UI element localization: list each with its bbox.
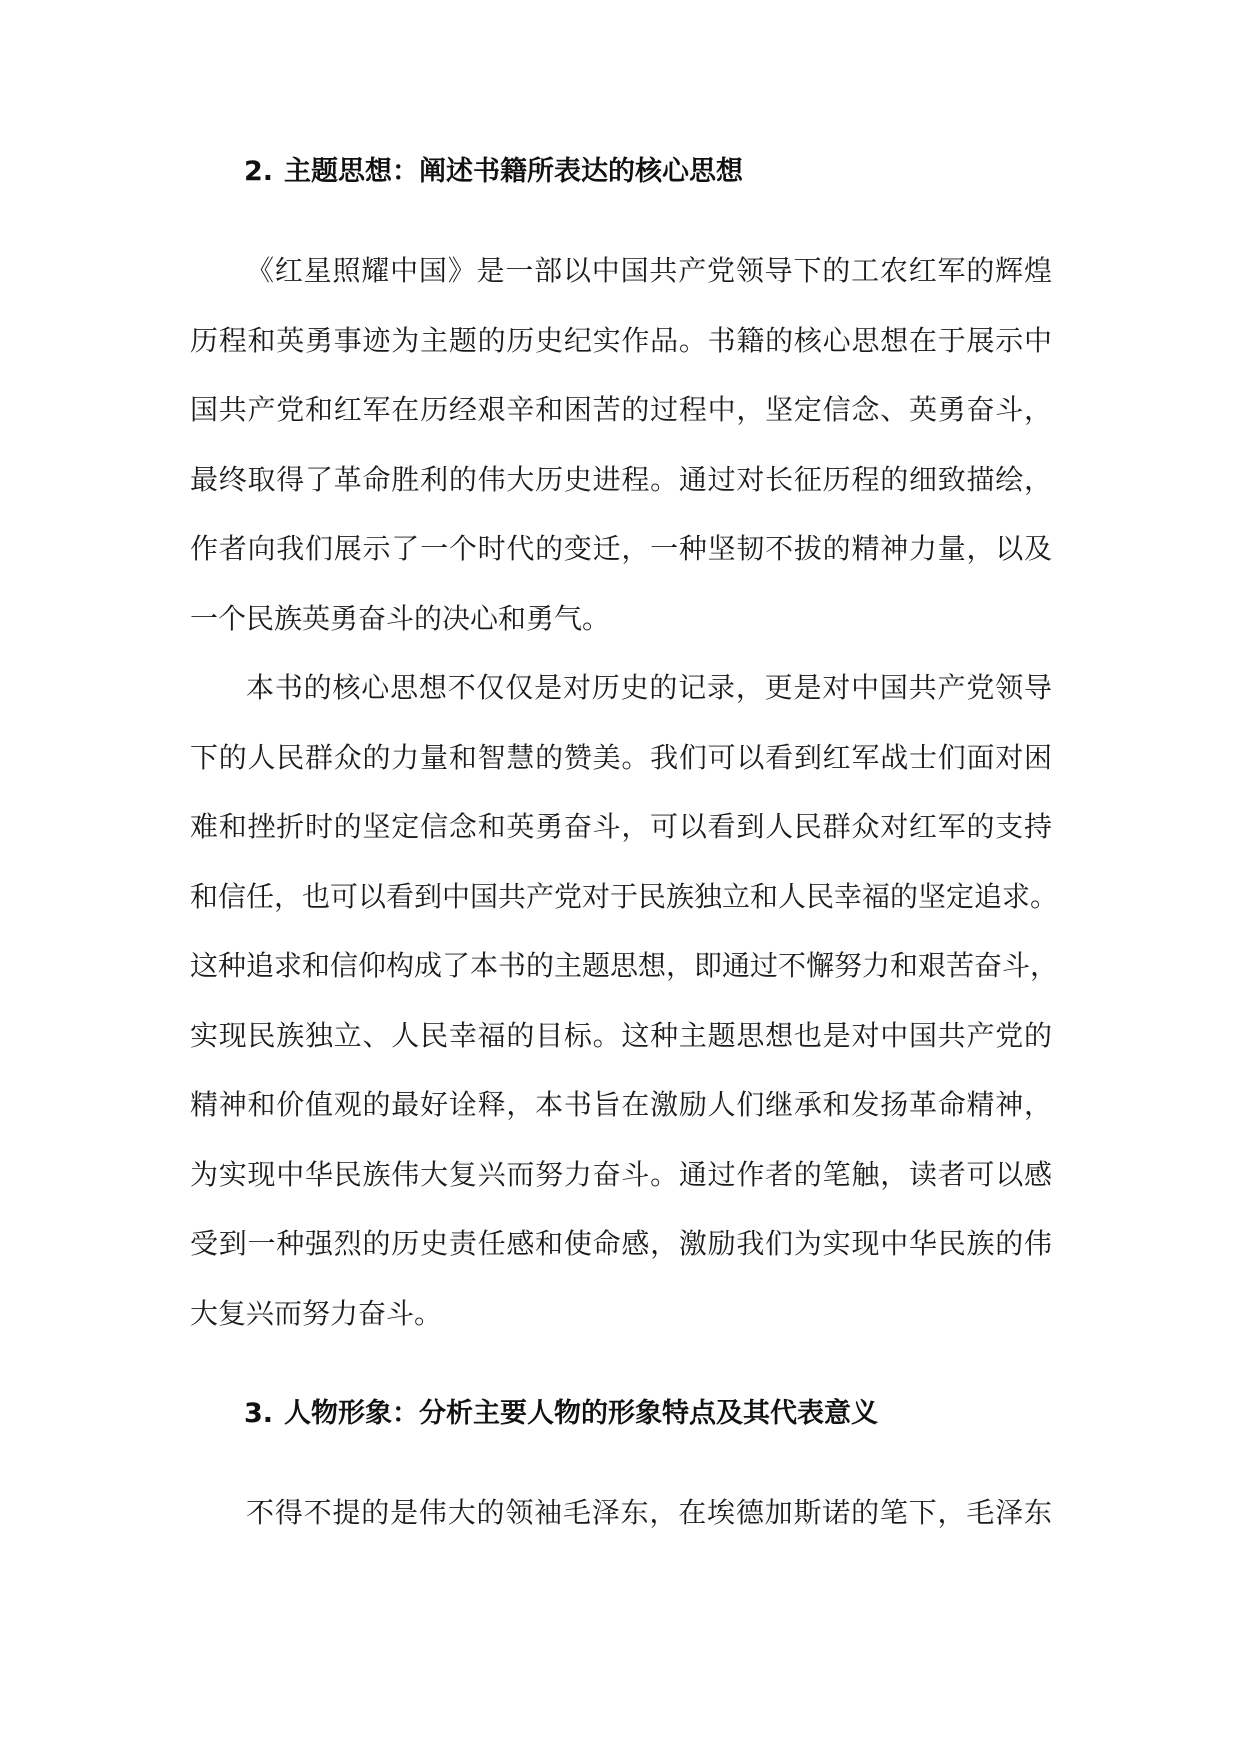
- paragraph-2-2: [190, 653, 1059, 1348]
- section-title: 人物形象：分析主要人物的形象特点及其代表意义: [284, 1398, 878, 1429]
- text-line: 实现民族独立、人民幸福的目标。这种主题思想也是对中国共产党的: [190, 1018, 1052, 1052]
- section-title: 主题思想：阐述书籍所表达的核心思想: [284, 156, 743, 187]
- section-heading-3: [190, 1390, 1052, 1438]
- paragraph-3-1: [190, 1478, 1052, 1548]
- document-body: [190, 148, 1059, 1548]
- section-number: 3.: [244, 1398, 274, 1429]
- section-number: 2.: [244, 156, 274, 187]
- section-heading-2: [190, 148, 1052, 196]
- text-line: 最终取得了革命胜利的伟大历史进程。通过对长征历程的细致描绘，: [190, 462, 1052, 496]
- text-line: 为实现中华民族伟大复兴而努力奋斗。通过作者的笔触，读者可以感: [190, 1157, 1052, 1191]
- text-line: 国共产党和红军在历经艰辛和困苦的过程中，坚定信念、英勇奋斗，: [190, 393, 1052, 426]
- paragraph-2-1: [190, 236, 1052, 653]
- text-line: 本书的核心思想不仅仅是对历史的记录，更是对中国共产党领导: [246, 671, 1052, 704]
- text-line: 《红星照耀中国》是一部以中国共产党领导下的工农红军的辉煌: [246, 254, 1052, 287]
- text-line: 难和挫折时的坚定信念和英勇奋斗，可以看到人民群众对红军的支持: [190, 810, 1052, 843]
- text-line: 受到一种强烈的历史责任感和使命感，激励我们为实现中华民族的伟: [190, 1227, 1052, 1260]
- text-line: 和信任，也可以看到中国共产党对于民族独立和人民幸福的坚定追求。: [190, 879, 1059, 913]
- text-line: 一个民族英勇奋斗的决心和勇气。: [190, 601, 611, 635]
- text-line: 大复兴而努力奋斗。: [190, 1296, 443, 1330]
- text-line: 历程和英勇事迹为主题的历史纪实作品。书籍的核心思想在于展示中: [190, 323, 1052, 357]
- text-line: 作者向我们展示了一个时代的变迁，一种坚韧不拔的精神力量，以及: [190, 532, 1052, 565]
- text-line: 精神和价值观的最好诠释，本书旨在激励人们继承和发扬革命精神，: [190, 1088, 1052, 1121]
- text-line: 下的人民群众的力量和智慧的赞美。我们可以看到红军战士们面对困: [190, 740, 1052, 774]
- text-line: 这种追求和信仰构成了本书的主题思想，即通过不懈努力和艰苦奋斗，: [190, 949, 1059, 982]
- text-line: 不得不提的是伟大的领袖毛泽东，在埃德加斯诺的笔下，毛泽东: [246, 1496, 1052, 1529]
